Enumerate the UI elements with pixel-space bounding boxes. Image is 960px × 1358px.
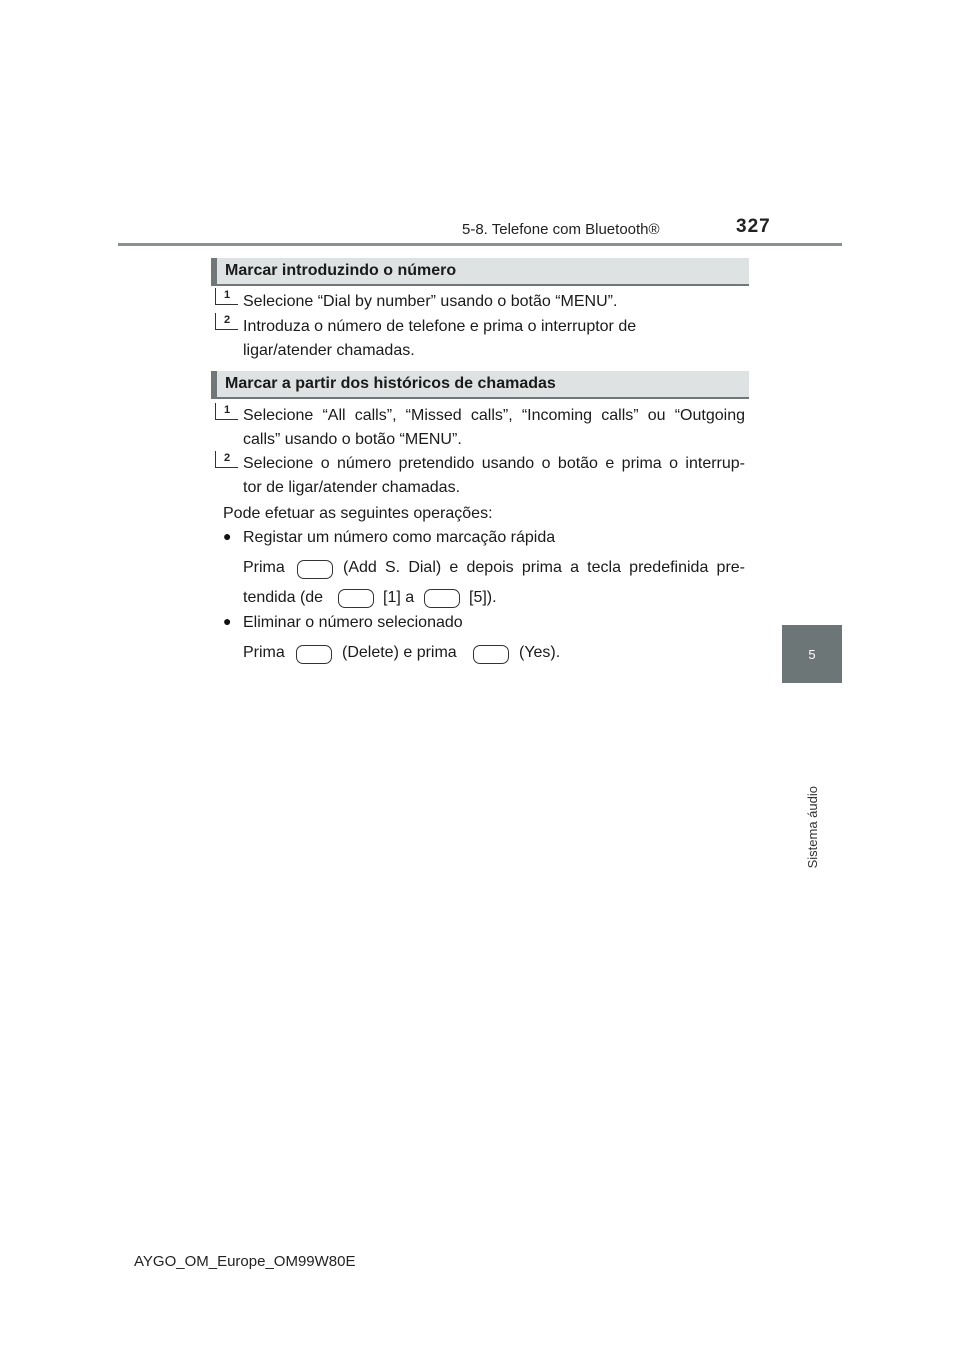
document-footer-id: AYGO_OM_Europe_OM99W80E xyxy=(134,1253,356,1270)
step-line: Selecione “All calls”, “Missed calls”, “Incoming calls” ou “Outgoing xyxy=(243,407,745,424)
step-number-badge: 1 xyxy=(215,403,238,420)
section-title: Marcar a partir dos históricos de chamadas xyxy=(225,375,556,392)
instruction-text: (Delete) e prima xyxy=(342,644,457,661)
step-text xyxy=(243,315,745,363)
operations-intro: Pode efetuar as seguintes operações: xyxy=(223,505,493,522)
section-heading-dial-number xyxy=(211,258,749,286)
section-title: Marcar introduzindo o número xyxy=(225,262,457,279)
step-line: tor de ligar/atender chamadas. xyxy=(243,479,461,496)
step-text xyxy=(243,452,745,500)
step-line: calls” usando o botão “MENU”. xyxy=(243,431,462,448)
instruction-text: Prima xyxy=(243,559,285,576)
step-line: ligar/atender chamadas. xyxy=(243,342,415,359)
section-heading-call-history xyxy=(211,371,749,399)
step-number-badge: 1 xyxy=(215,288,238,305)
instruction-text: (Yes). xyxy=(519,644,561,661)
bullet-title: Eliminar o número selecionado xyxy=(243,614,463,631)
instruction-text: (Add S. Dial) e depois prima a tecla predefinida pre- xyxy=(343,559,745,576)
instruction-text: tendida (de xyxy=(243,589,324,606)
step-text xyxy=(243,404,745,452)
screen-key-icon xyxy=(424,589,460,608)
instruction-text: [1] a xyxy=(383,589,415,606)
step-number-badge: 2 xyxy=(215,451,238,468)
step-line: Introduza o número de telefone e prima o interruptor de xyxy=(243,318,637,335)
instruction-text: [5]). xyxy=(469,589,497,606)
chapter-title-text: Sistema áudio xyxy=(805,786,820,869)
bullet-icon: ● xyxy=(223,528,232,544)
step-line: Selecione o número pretendido usando o botão e prima o interrup- xyxy=(243,455,745,472)
screen-key-icon xyxy=(338,589,374,608)
instruction-text: Prima xyxy=(243,644,285,661)
bullet-title: Registar um número como marcação rápida xyxy=(243,529,556,546)
screen-key-icon xyxy=(297,560,333,579)
header-rule xyxy=(118,243,842,246)
step-text xyxy=(243,290,745,314)
running-header-section: 5-8. Telefone com Bluetooth® xyxy=(462,221,660,238)
screen-key-icon xyxy=(473,645,509,664)
screen-key-icon xyxy=(296,645,332,664)
step-line: Selecione “Dial by number” usando o botão “MENU”. xyxy=(243,293,618,310)
step-number-badge: 2 xyxy=(215,313,238,330)
page-number: 327 xyxy=(736,216,771,237)
bullet-icon: ● xyxy=(223,613,232,629)
chapter-title-vertical xyxy=(786,690,820,869)
chapter-tab: 5 xyxy=(782,625,842,683)
